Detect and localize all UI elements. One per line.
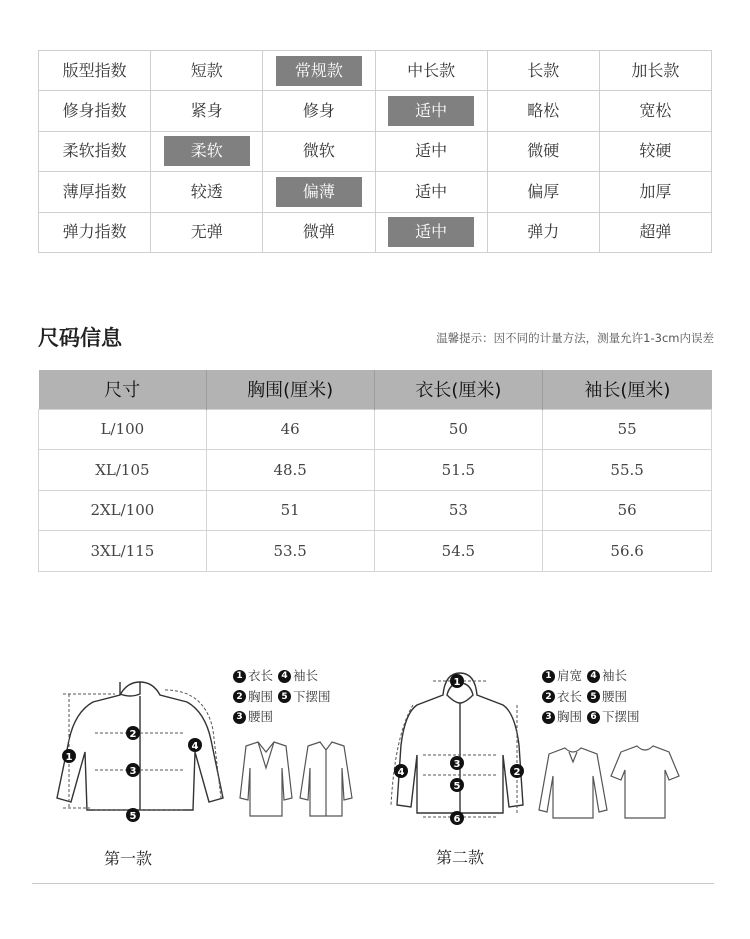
sleeve-cell: 56.6 [543, 531, 712, 572]
number-badge: 5 [278, 690, 291, 703]
legend-label: 袖长 [602, 668, 628, 683]
index-option-text: 加厚 [639, 181, 672, 201]
legend-item [542, 667, 582, 686]
index-option-text: 超弹 [639, 222, 672, 242]
index-row [39, 172, 712, 212]
legend-item [278, 667, 318, 686]
svg-text:3: 3 [129, 766, 137, 777]
index-row-label [39, 172, 151, 212]
index-row [39, 213, 712, 253]
index-label-text: 修身指数 [62, 101, 127, 121]
index-label-text: 柔软指数 [62, 141, 127, 161]
length-cell: 50 [374, 409, 543, 450]
number-badge: 3 [233, 711, 246, 724]
table-row [39, 450, 712, 491]
index-option-text: 柔软 [164, 136, 250, 166]
index-option-text: 偏薄 [276, 177, 362, 207]
legend-label: 袖长 [293, 668, 319, 683]
legend-label: 衣长 [248, 668, 274, 683]
legend-label: 胸围 [248, 688, 274, 704]
svg-text:5: 5 [453, 781, 461, 792]
number-badge: 6 [587, 711, 600, 724]
index-option-text: 偏厚 [527, 181, 560, 201]
number-badge: 4 [278, 670, 291, 683]
index-option [151, 172, 263, 212]
table-row [39, 490, 712, 531]
legend-label: 衣长 [557, 688, 583, 704]
index-option-text: 微硬 [527, 141, 560, 161]
length-cell: 51.5 [374, 450, 543, 491]
legend-item [542, 708, 582, 727]
index-option-text: 加长款 [631, 60, 680, 80]
index-option-text: 适中 [415, 141, 448, 161]
legend-label: 下摆围 [293, 688, 331, 704]
number-badge: 2 [233, 690, 246, 703]
index-option-text: 宽松 [639, 101, 672, 121]
number-badge: 1 [542, 670, 555, 683]
size-cell: 3XL/115 [39, 531, 207, 572]
index-option [488, 91, 600, 131]
index-option-text: 长款 [527, 60, 560, 80]
index-option-text: 微软 [302, 141, 335, 161]
index-option [600, 91, 712, 131]
legend-label: 腰围 [248, 709, 274, 724]
number-badge: 3 [542, 711, 555, 724]
index-option [488, 51, 600, 91]
index-option-selected [263, 51, 375, 91]
style-one-legend [233, 665, 353, 727]
index-row [39, 51, 712, 91]
legend-item [233, 667, 273, 686]
index-option-text: 略松 [527, 101, 560, 121]
divider [32, 883, 714, 884]
sleeve-cell: 56 [543, 490, 712, 531]
sleeve-cell: 55.5 [543, 450, 712, 491]
index-option [151, 91, 263, 131]
legend-item [233, 688, 273, 707]
legend-label: 肩宽 [557, 668, 583, 683]
size-cell: XL/105 [39, 450, 207, 491]
legend-item [233, 708, 273, 727]
tshirt-thumbnails [535, 740, 695, 825]
index-option-text: 适中 [388, 96, 474, 126]
size-info-title: 尺码信息 [38, 326, 122, 350]
number-badge: 5 [587, 690, 600, 703]
index-option [376, 132, 488, 172]
chest-cell: 48.5 [206, 450, 374, 491]
table-row [39, 531, 712, 572]
index-option-text: 中长款 [407, 60, 456, 80]
index-label-text: 薄厚指数 [62, 181, 127, 201]
hoodie-measure-diagram [385, 665, 535, 835]
index-option [263, 91, 375, 131]
index-option [600, 213, 712, 253]
legend-item [587, 688, 627, 707]
style-one-caption: 第一款 [104, 849, 153, 868]
svg-text:6: 6 [453, 814, 461, 825]
legend-label: 腰围 [602, 688, 628, 704]
index-option-text: 紧身 [190, 101, 223, 121]
index-option-text: 微弹 [302, 222, 335, 242]
header-length: 衣长(厘米) [374, 370, 543, 409]
index-option [600, 51, 712, 91]
index-option [600, 172, 712, 212]
size-cell: 2XL/100 [39, 490, 207, 531]
index-option-selected [263, 172, 375, 212]
header-size: 尺寸 [39, 370, 207, 409]
length-cell: 53 [374, 490, 543, 531]
svg-text:2: 2 [513, 767, 521, 778]
index-row [39, 91, 712, 131]
index-row-label [39, 132, 151, 172]
number-badge: 4 [587, 670, 600, 683]
legend-label: 下摆围 [602, 709, 640, 724]
svg-text:1: 1 [65, 752, 73, 763]
index-option-text: 较透 [190, 181, 223, 201]
jacket-thumbnails [226, 738, 366, 823]
index-option [488, 132, 600, 172]
legend-item [278, 688, 331, 707]
index-option [488, 213, 600, 253]
index-option-text: 无弹 [190, 222, 223, 242]
chest-cell: 51 [206, 490, 374, 531]
index-option-text: 短款 [190, 60, 223, 80]
index-option-text: 弹力 [527, 222, 560, 242]
index-label-text: 版型指数 [62, 60, 127, 80]
chest-cell: 53.5 [206, 531, 374, 572]
size-cell: L/100 [39, 409, 207, 450]
table-row [39, 409, 712, 450]
index-option [376, 172, 488, 212]
jacket-measure-diagram [55, 670, 225, 840]
index-label-text: 弹力指数 [62, 222, 127, 242]
index-option-selected [376, 91, 488, 131]
legend-item [587, 667, 627, 686]
style-two-legend [542, 665, 662, 727]
index-option-selected [376, 213, 488, 253]
style-two-caption: 第二款 [436, 848, 485, 867]
number-badge: 1 [233, 670, 246, 683]
index-option [151, 213, 263, 253]
svg-text:3: 3 [453, 759, 461, 770]
index-option [263, 132, 375, 172]
legend-item [542, 688, 582, 707]
legend-label: 胸围 [557, 709, 583, 724]
index-row-label [39, 51, 151, 91]
svg-text:4: 4 [191, 741, 199, 752]
measurement-tip: 温馨提示：因不同的计量方法，测量允许1-3cm内误差 [436, 331, 714, 345]
index-option-selected [151, 132, 263, 172]
index-row [39, 132, 712, 172]
svg-text:4: 4 [397, 767, 405, 778]
size-table-header [39, 370, 712, 409]
index-row-label [39, 91, 151, 131]
svg-text:1: 1 [453, 677, 461, 688]
sleeve-cell: 55 [543, 409, 712, 450]
size-table [38, 370, 712, 572]
length-cell: 54.5 [374, 531, 543, 572]
index-option [151, 51, 263, 91]
index-option [376, 51, 488, 91]
index-row-label [39, 213, 151, 253]
index-option-text: 常规款 [276, 56, 362, 86]
index-option [488, 172, 600, 212]
index-option [263, 213, 375, 253]
fit-index-table [38, 50, 712, 253]
index-option-text: 适中 [415, 181, 448, 201]
svg-text:5: 5 [129, 811, 137, 822]
svg-text:2: 2 [129, 729, 137, 740]
legend-item [587, 708, 640, 727]
index-option-text: 适中 [388, 217, 474, 247]
number-badge: 2 [542, 690, 555, 703]
index-option-text: 较硬 [639, 141, 672, 161]
index-option-text: 修身 [302, 101, 335, 121]
chest-cell: 46 [206, 409, 374, 450]
index-option [600, 132, 712, 172]
header-sleeve: 袖长(厘米) [543, 370, 712, 409]
header-chest: 胸围(厘米) [206, 370, 374, 409]
